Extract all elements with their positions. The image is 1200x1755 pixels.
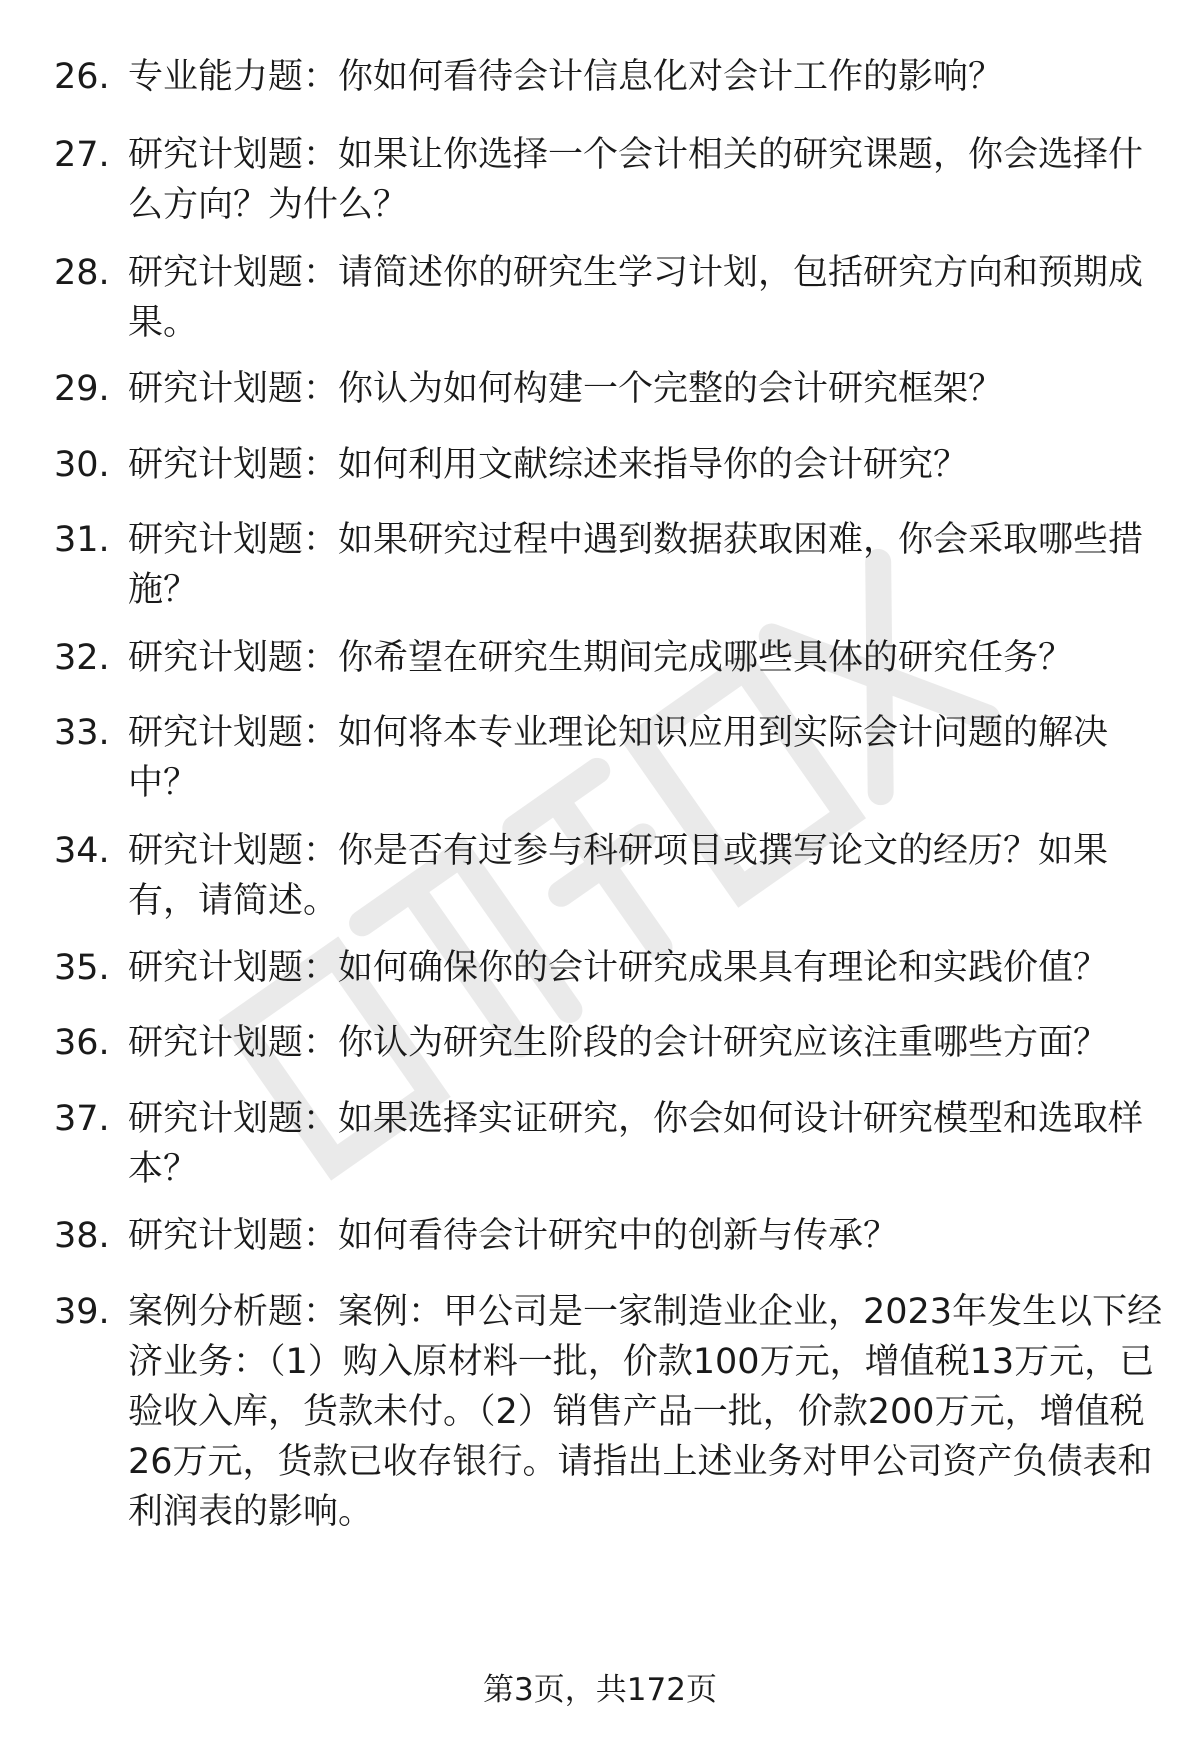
question-text: 研究计划题：如果选择实证研究，你会如何设计研究模型和选取样本？ <box>128 1099 1144 1189</box>
question-text: 研究计划题：如果研究过程中遇到数据获取困难，你会采取哪些措施？ <box>128 520 1144 610</box>
question-item <box>54 515 1164 615</box>
page-number-label: 第3页，共172页 <box>483 1672 717 1708</box>
question-text: 研究计划题：请简述你的研究生学习计划，包括研究方向和预期成果。 <box>128 253 1144 343</box>
question-text: 研究计划题：你希望在研究生期间完成哪些具体的研究任务？ <box>128 638 1074 678</box>
question-item <box>54 943 1164 993</box>
question-text: 专业能力题：你如何看待会计信息化对会计工作的影响？ <box>128 57 1004 97</box>
question-number: 29. <box>54 369 110 409</box>
question-text: 研究计划题：你是否有过参与科研项目或撰写论文的经历？如果有，请简述。 <box>128 831 1109 921</box>
question-number: 26. <box>54 57 110 97</box>
question-item <box>54 1211 1164 1261</box>
question-item <box>54 708 1164 808</box>
question-text: 案例分析题：案例：甲公司是一家制造业企业，2023年发生以下经济业务：（1）购入原材料一批，价款100万元，增值税13万元，已验收入库，货款未付。（2）销售产品一批，价款200万元，增值税26万元，货款已收存银行。请指出上述业务对甲公司资产负债表和利润表的影响。 <box>128 1292 1163 1532</box>
question-number: 39. <box>54 1292 110 1332</box>
question-number: 36. <box>54 1023 110 1063</box>
question-number: 32. <box>54 638 110 678</box>
question-number: 33. <box>54 713 110 753</box>
question-number: 27. <box>54 135 110 175</box>
question-number: 38. <box>54 1216 110 1256</box>
question-item <box>54 826 1164 926</box>
question-text: 研究计划题：如何利用文献综述来指导你的会计研究？ <box>128 445 969 485</box>
question-item <box>54 440 1164 490</box>
question-item <box>54 1287 1164 1537</box>
question-text: 研究计划题：如何确保你的会计研究成果具有理论和实践价值？ <box>128 948 1109 988</box>
question-number: 28. <box>54 253 110 293</box>
question-item <box>54 364 1164 414</box>
question-number: 35. <box>54 948 110 988</box>
question-item <box>54 130 1164 230</box>
page-footer <box>0 1668 1200 1712</box>
question-item <box>54 1094 1164 1194</box>
question-text: 研究计划题：如果让你选择一个会计相关的研究课题，你会选择什么方向？为什么？ <box>128 135 1144 225</box>
question-item <box>54 633 1164 683</box>
question-text: 研究计划题：如何看待会计研究中的创新与传承？ <box>128 1216 899 1256</box>
question-item <box>54 248 1164 348</box>
question-number: 34. <box>54 831 110 871</box>
question-text: 研究计划题：你认为如何构建一个完整的会计研究框架？ <box>128 369 1004 409</box>
question-number: 31. <box>54 520 110 560</box>
question-number: 30. <box>54 445 110 485</box>
question-text: 研究计划题：你认为研究生阶段的会计研究应该注重哪些方面？ <box>128 1023 1109 1063</box>
question-item <box>54 52 1164 102</box>
question-number: 37. <box>54 1099 110 1139</box>
question-item <box>54 1018 1164 1068</box>
question-text: 研究计划题：如何将本专业理论知识应用到实际会计问题的解决中？ <box>128 713 1109 803</box>
